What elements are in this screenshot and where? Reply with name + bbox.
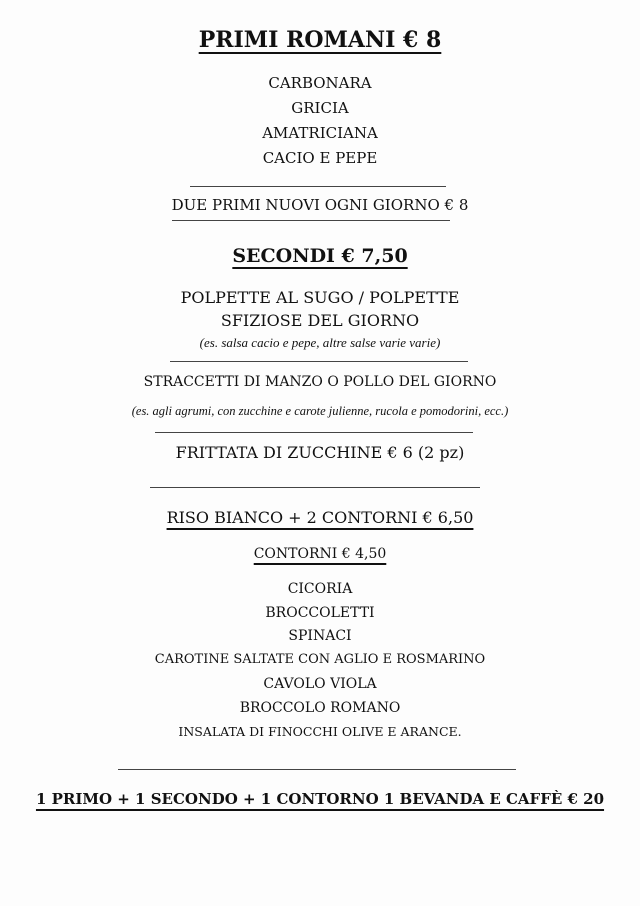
primi-item: AMATRICIANA <box>262 124 378 142</box>
contorni-item: SPINACI <box>288 628 352 644</box>
straccetti: STRACCETTI DI MANZO O POLLO DEL GIORNO <box>143 374 497 390</box>
contorni-item: BROCCOLO ROMANO <box>239 700 401 716</box>
primi-item: CACIO E PEPE <box>262 149 378 167</box>
primi-nuovi-text: DUE PRIMI NUOVI OGNI GIORNO € 8 <box>171 196 469 214</box>
divider <box>155 432 473 433</box>
divider <box>190 186 446 187</box>
divider <box>150 487 480 488</box>
contorni-item: CICORIA <box>287 581 353 597</box>
contorni-item: CAVOLO VIOLA <box>263 676 377 692</box>
polpette-note: (es. salsa cacio e pepe, altre salse varie varie) <box>199 335 441 350</box>
primi-nuovi <box>0 196 640 214</box>
divider <box>118 769 516 770</box>
primi-item: GRICIA <box>291 99 349 117</box>
divider <box>170 361 468 362</box>
frittata: FRITTATA DI ZUCCHINE € 6 (2 pz) <box>175 443 465 462</box>
menu-combo: 1 PRIMO + 1 SECONDO + 1 CONTORNO 1 BEVANDA E CAFFÈ € 20 <box>35 790 605 808</box>
primi-item: CARBONARA <box>268 74 372 92</box>
contorni-title: CONTORNI € 4,50 <box>253 546 387 562</box>
riso-bianco: RISO BIANCO + 2 CONTORNI € 6,50 <box>166 508 474 527</box>
straccetti-note: (es. agli agrumi, con zucchine e carote julienne, rucola e pomodorini, ecc.) <box>131 404 509 418</box>
polpette-line1: POLPETTE AL SUGO / POLPETTE <box>180 288 460 307</box>
contorni-item: INSALATA DI FINOCCHI OLIVE E ARANCE. <box>178 724 462 739</box>
contorni-item: CAROTINE SALTATE CON AGLIO E ROSMARINO <box>154 652 486 667</box>
polpette-line2: SFIZIOSE DEL GIORNO <box>220 311 420 330</box>
divider <box>172 220 450 221</box>
contorni-item: BROCCOLETTI <box>265 605 375 621</box>
secondi-title: SECONDI € 7,50 <box>232 245 408 267</box>
primi-title: PRIMI ROMANI € 8 <box>198 27 442 53</box>
